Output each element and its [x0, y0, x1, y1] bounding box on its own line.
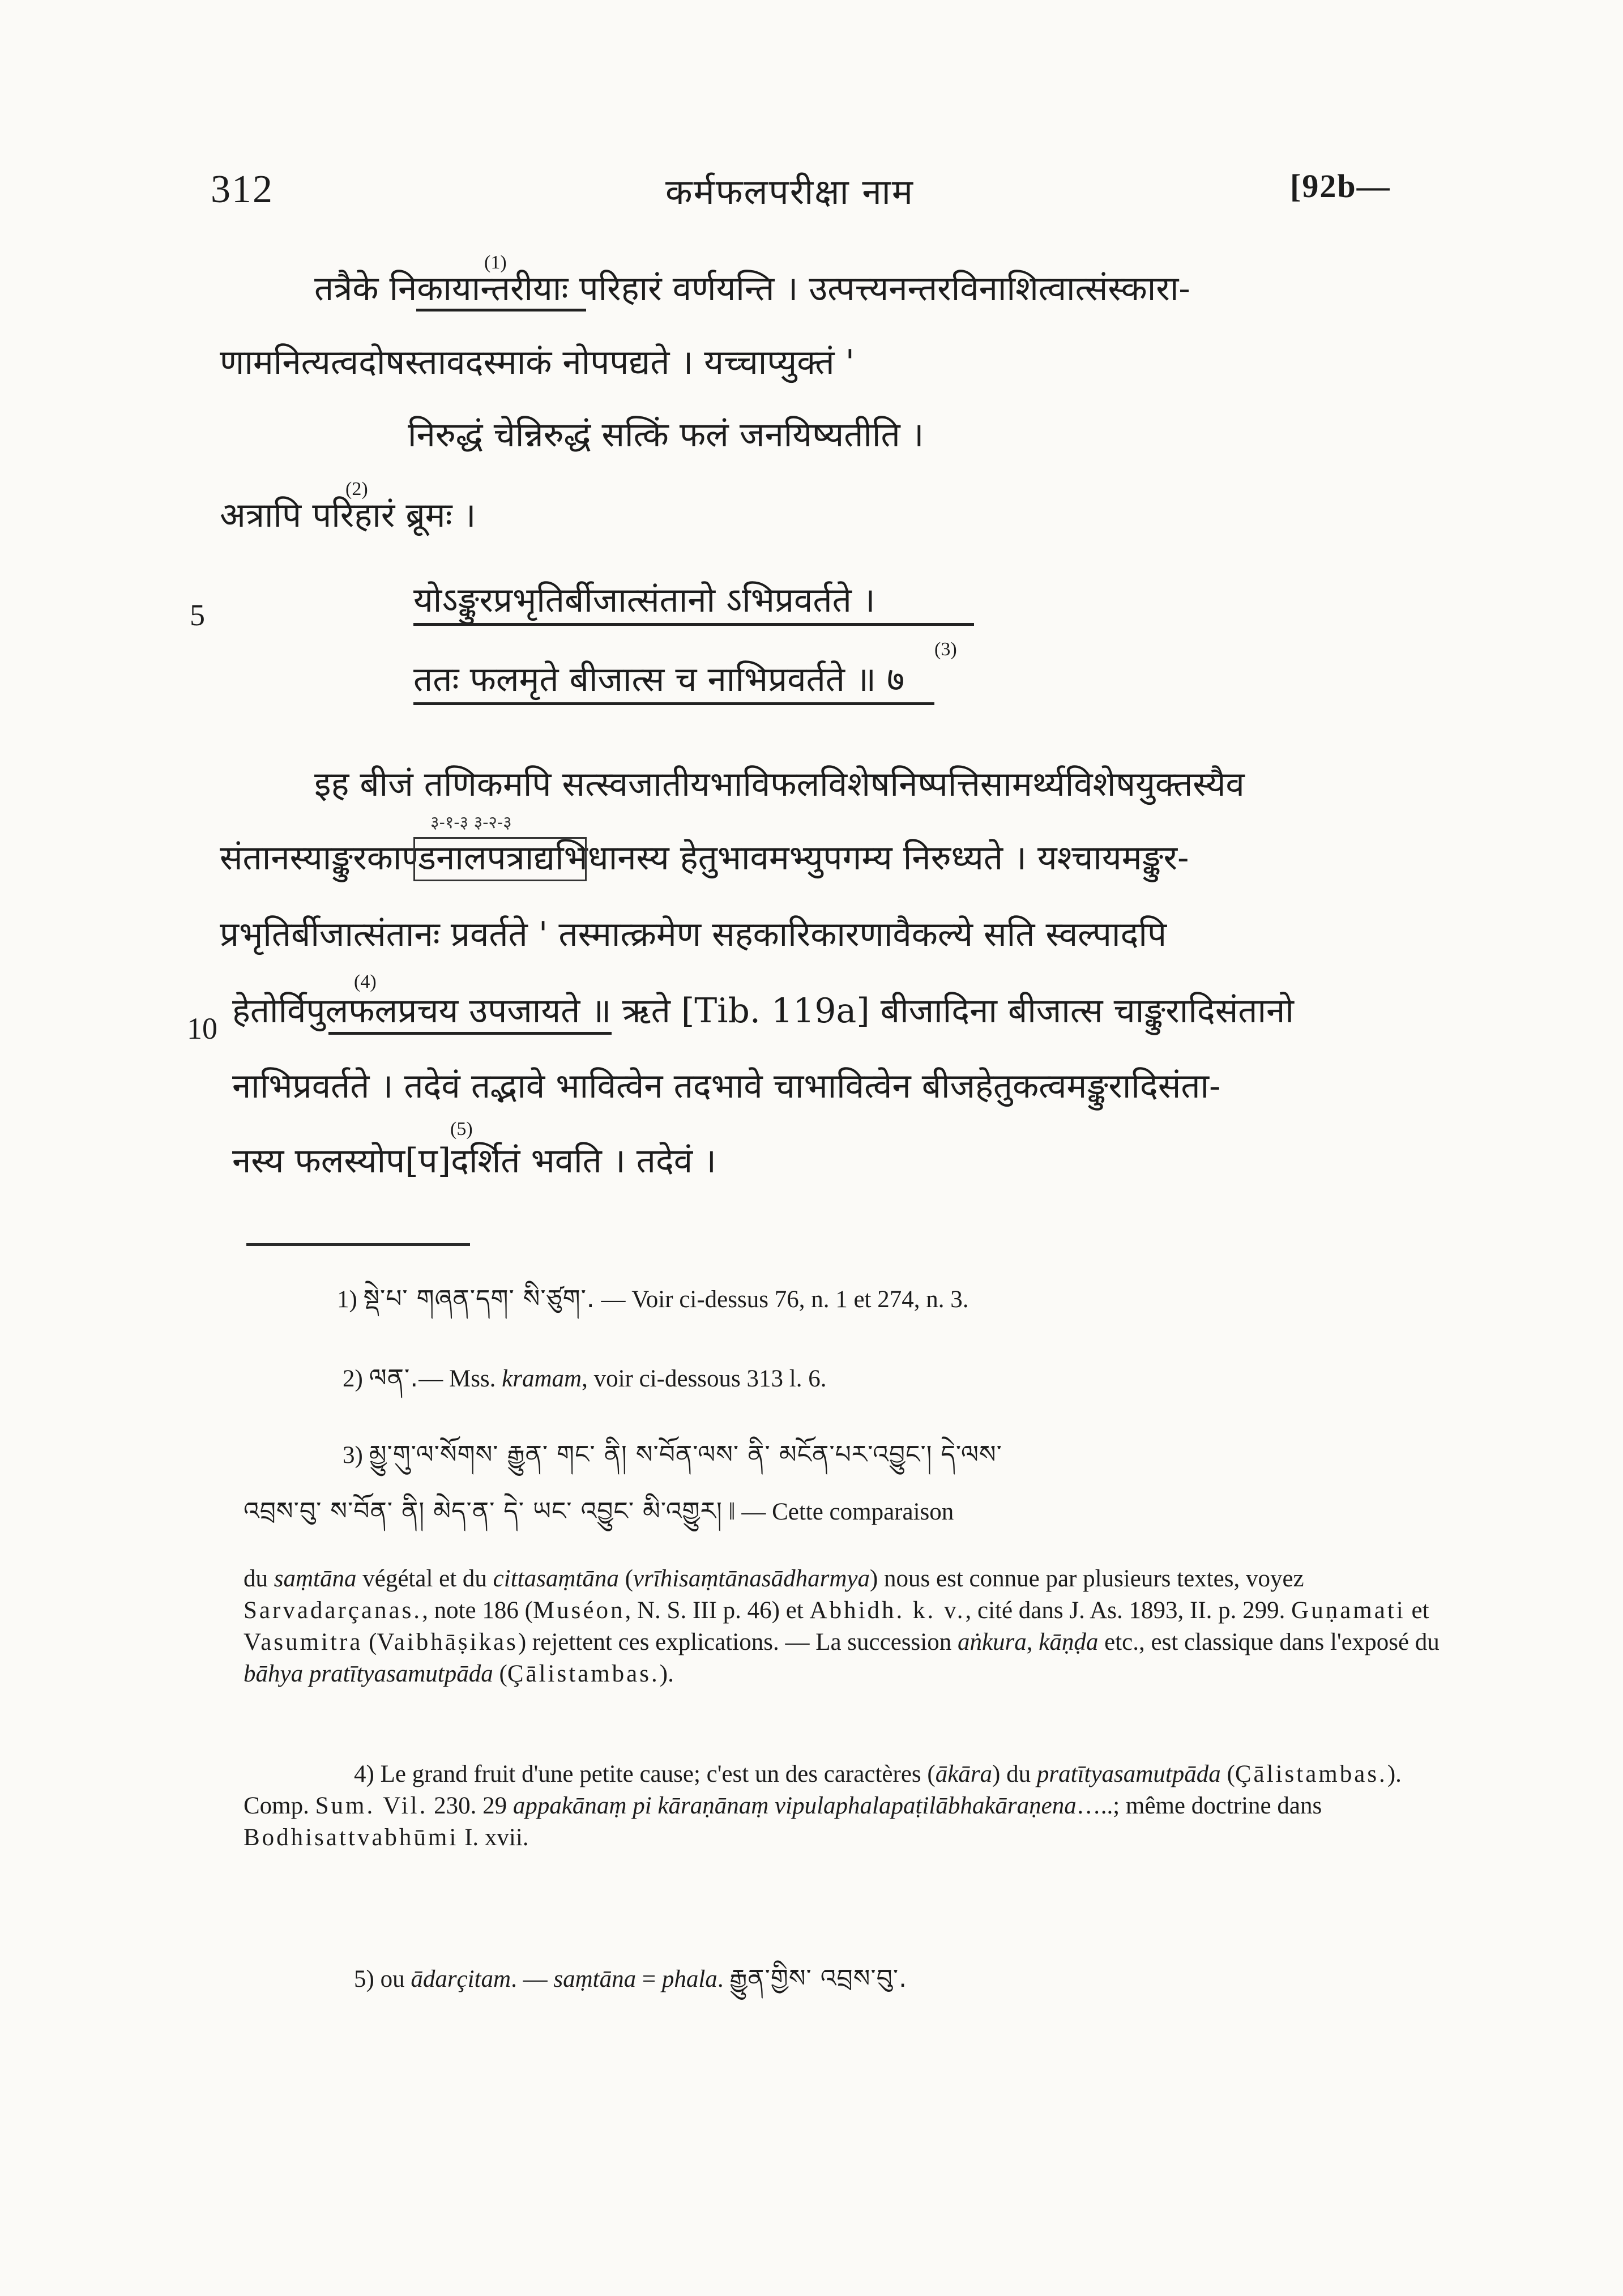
- text-line-2: णामनित्यत्वदोषस्तावदस्माकं नोपपद्यते । यच्चाप्युक्तं ': [220, 343, 855, 382]
- footnote-marker-5: (5): [450, 1119, 473, 1140]
- text-line-10: हेतोर्विपुलफलप्रचय उपजायते ॥ ऋते [Tib. 119a] बीजादिना बीजात्स चाङ्कुरादिसंतानो: [232, 991, 1294, 1031]
- footnote-1: [337, 1283, 969, 1316]
- page-number: 312: [211, 168, 274, 211]
- footnote-5-tibetan: རྒྱུན་གྱིས་ འབྲས་བུ་.: [729, 1964, 908, 1993]
- text-line-7: इह बीजं तणिकमपि सत्स्वजातीयभाविफलविशेषनिष्पत्तिसामर्थ्यविशेषयुक्तस्यैव: [314, 765, 1245, 804]
- footnote-rule: [246, 1243, 470, 1246]
- running-title: कर्मफलपरीक्षा नाम: [665, 171, 914, 212]
- footnote-1-number: 1): [337, 1286, 357, 1313]
- footnote-3-tibetan-1: མྱུ་གུ་ལ་སོགས་ རྒྱུན་ གང་ ནི། ས་བོན་ལས་ ནི་ མངོན་པར་འབྱུང་། དེ་ལས་: [369, 1440, 1002, 1469]
- text-line-9: प्रभृतिर्बीजात्संतानः प्रवर्तते ' तस्मात्क्रमेण सहकारिकारणावैकल्ये सति स्वल्पादपि: [220, 915, 1167, 954]
- footnote-1-text: — Voir ci-dessus 76, n. 1 et 274, n. 3.: [601, 1286, 969, 1313]
- footnote-2: 2) ལན་.— Mss. kramam, voir ci-dessous 313 l. 6.: [343, 1364, 827, 1393]
- footnote-3-line-2: འབྲས་བུ་ ས་བོན་ ནི། མེད་ན་ དེ་ ཡང་ འབྱུང་ མི་འགྱུར། ‖ — Cette comparaison: [244, 1497, 954, 1526]
- text-line-12: नस्य फलस्योप[प]दर्शितं भवति । तदेवं ।: [232, 1141, 716, 1181]
- text-line-11: नाभिप्रवर्तते । तदेवं तद्भावे भावित्वेन तदभावे चाभावित्वेन बीजहेतुकत्वमङ्कुरादिसंता-: [232, 1066, 1221, 1106]
- line-number-5: 5: [190, 598, 205, 632]
- footnote-marker-4: (4): [354, 971, 377, 992]
- text-line-8: संतानस्याङ्कुरकाण्डनालपत्राद्यभिधानस्य हेतुभावमभ्युपगम्य निरुध्यते । यश्चायमङ्कुर-: [220, 838, 1189, 878]
- line-number-10: 10: [187, 1012, 217, 1045]
- footnote-3-tibetan-2: འབྲས་བུ་ ས་བོན་ ནི། མེད་ན་ དེ་ ཡང་ འབྱུང་ མི་འགྱུར།: [244, 1497, 723, 1526]
- footnote-marker-2: (2): [345, 479, 368, 500]
- footnote-marker-1: (1): [484, 252, 507, 273]
- verse-line-3: ततः फलमृते बीजात्स च नाभिप्रवर्तते ॥ ७: [413, 660, 905, 699]
- footnote-3-body: du saṃtāna végétal et du cittasaṃtāna (vrīhisaṃtānasādharmya) nous est connue par plusieurs textes, voyez Sarvadarçanas., note 186 (Muséon, N. S. III p. 46) et Abhidh. k. v., cité dans J. As. 1893, II. p. 299. Guṇamati et Vasumitra (Vaibhāṣikas) rejettent ces explications. — La succession aṅkura, kāṇḍa etc., est classique dans l'exposé du bāhya pratītyasamutpāda (Çālistambas.).: [244, 1565, 1440, 1687]
- underline-1: [416, 309, 586, 311]
- folio-reference: [92b—: [1290, 168, 1391, 204]
- footnote-5: 5) ou ādarçitam. — saṃtāna = phala. རྒྱུན་གྱིས་ འབྲས་བུ་.: [354, 1964, 908, 1993]
- footnote-2-tibetan: ལན་.: [369, 1364, 419, 1393]
- text-line-4: अत्रापि परिहारं ब्रूमः ।: [220, 496, 476, 535]
- verse-line-1: निरुद्धं चेन्निरुद्धं सत्किं फलं जनयिष्यतीति ।: [408, 415, 924, 455]
- footnote-3-line-1: [343, 1439, 1002, 1471]
- footnote-2-number: 2): [343, 1365, 363, 1392]
- footnote-1-tibetan: སྡེ་པ་ གཞན་དག་ སི་ཙུག་.: [363, 1284, 595, 1313]
- footnote-4: 4) Le grand fruit d'une petite cause; c'est un des caractères (ākāra) du pratītyasamutpāda (Çālistambas.). Comp. Sum. Vil. 230. 29 appakānaṃ pi kāraṇānaṃ vipulaphalapaṭilābhakāraṇena…..; même doctrine dans Bodhisattvabhūmi I. xvii.: [244, 1761, 1402, 1851]
- underline-verse-2: [413, 623, 974, 626]
- underline-10: [328, 1032, 612, 1035]
- handwritten-box: [413, 837, 587, 881]
- underline-verse-3: [413, 702, 934, 705]
- verse-line-2: योऽङ्कुरप्रभृतिर्बीजात्संतानो ऽभिप्रवर्तते ।: [413, 581, 875, 620]
- footnote-marker-3: (3): [934, 639, 957, 660]
- text-line-1: तत्रैके निकायान्तरीयाः परिहारं वर्णयन्ति । उत्पत्त्यनन्तरविनाशित्वात्संस्कारा-: [314, 269, 1190, 309]
- footnote-3-number: 3): [343, 1442, 363, 1469]
- handwritten-margin-note: ३-१-३ ३-२-३: [430, 813, 512, 833]
